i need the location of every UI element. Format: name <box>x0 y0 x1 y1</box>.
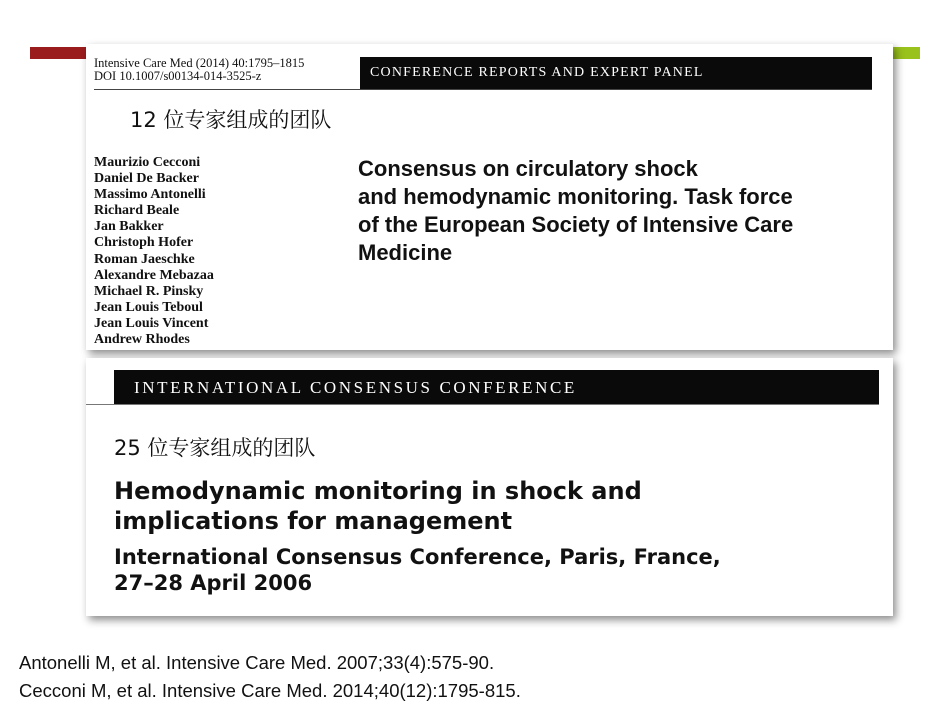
author-name: Andrew Rhodes <box>94 332 190 348</box>
paper-title <box>114 476 874 536</box>
title-line: of the European Society of Intensive Care <box>358 212 794 237</box>
accent-bar-green <box>892 47 920 59</box>
title-line: and hemodynamic monitoring. Task force <box>358 184 793 209</box>
author-name: Roman Jaeschke <box>94 251 195 267</box>
journal-line: Intensive Care Med (2014) 40:1795–1815 <box>94 56 305 70</box>
reference-item: Antonelli M, et al. Intensive Care Med. 2007;33(4):575-90. <box>19 652 495 673</box>
title-line: Consensus on circulatory shock <box>358 156 698 181</box>
subtitle-line: International Consensus Conference, Paris, France, <box>114 545 721 569</box>
title-line: implications for management <box>114 507 513 535</box>
author-name: Massimo Antonelli <box>94 187 206 203</box>
conference-subtitle <box>114 544 884 596</box>
author-name: Jean Louis Vincent <box>94 315 209 331</box>
author-name: Jean Louis Teboul <box>94 299 203 315</box>
section-banner: INTERNATIONAL CONSENSUS CONFERENCE <box>114 370 879 405</box>
reference-list <box>19 649 521 705</box>
author-name: Daniel De Backer <box>94 171 199 187</box>
doi-line: DOI 10.1007/s00134-014-3525-z <box>94 69 262 83</box>
author-name: Jan Bakker <box>94 219 164 235</box>
paper-clip-2006 <box>86 358 893 616</box>
paper-title <box>358 155 838 267</box>
divider <box>94 89 872 90</box>
author-name: Christoph Hofer <box>94 235 194 251</box>
author-name: Richard Beale <box>94 203 180 219</box>
author-list <box>94 155 214 348</box>
author-name: Alexandre Mebazaa <box>94 267 214 283</box>
team-size-note: 25 位专家组成的团队 <box>114 436 316 460</box>
author-name: Maurizio Cecconi <box>94 155 201 170</box>
title-line: Medicine <box>358 240 453 265</box>
paper-clip-2014 <box>86 44 893 350</box>
journal-citation <box>94 57 304 83</box>
section-banner: CONFERENCE REPORTS AND EXPERT PANEL <box>360 57 872 89</box>
reference-item: Cecconi M, et al. Intensive Care Med. 2014;40(12):1795-815. <box>19 680 521 701</box>
subtitle-line: 27–28 April 2006 <box>114 571 313 595</box>
title-line: Hemodynamic monitoring in shock and <box>114 477 642 505</box>
author-name: Michael R. Pinsky <box>94 283 204 299</box>
team-size-note: 12 位专家组成的团队 <box>130 108 332 132</box>
divider <box>86 404 879 405</box>
accent-bar-red <box>30 47 88 59</box>
